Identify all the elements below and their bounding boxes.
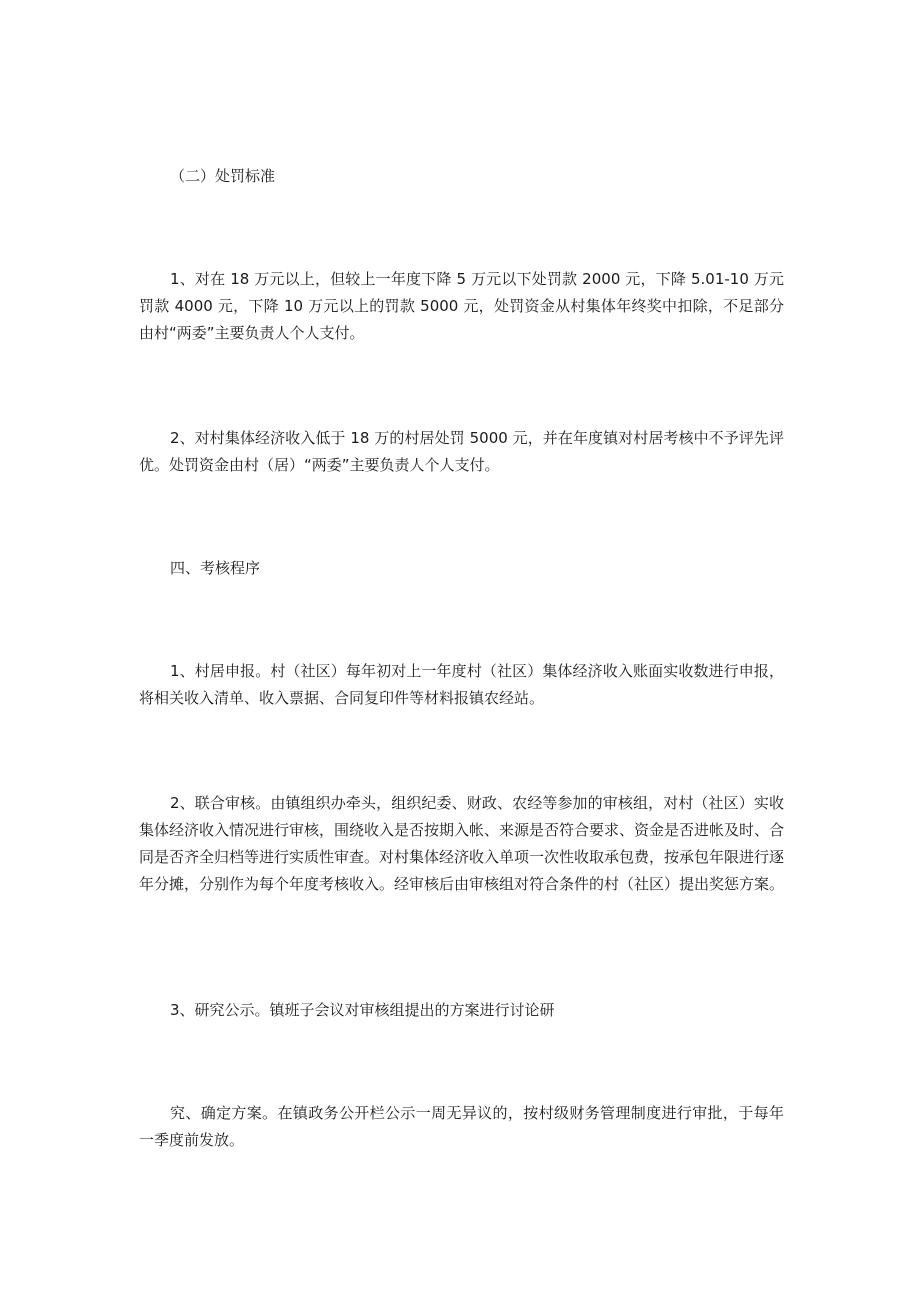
- section-heading-procedure: 四、考核程序: [170, 559, 261, 577]
- procedure-item-3-continued: 究、确定方案。在镇政务公开栏公示一周无异议的，按村级财务管理制度进行审批，于每年一季度前发放。: [139, 1104, 784, 1149]
- penalty-item-2: 2、对村集体经济收入低于 18 万的村居处罚 5000 元，并在年度镇对村居考核中不予评先评优。处罚资金由村（居）“两委”主要负责人个人支付。: [139, 429, 784, 474]
- procedure-item-1: 1、村居申报。村（社区）每年初对上一年度村（社区）集体经济收入账面实收数进行申报，将相关收入清单、收入票据、合同复印件等材料报镇农经站。: [139, 662, 784, 707]
- penalty-item-1: 1、对在 18 万元以上，但较上一年度下降 5 万元以下处罚款 2000 元，下降 5.01-10 万元罚款 4000 元，下降 10 万元以上的罚款 5000 元，处罚资金从村集体年终奖中扣除，不足部分由村“两委”主要负责人个人支付。: [139, 270, 784, 342]
- procedure-item-3: 3、研究公示。镇班子会议对审核组提出的方案进行讨论研: [170, 1001, 555, 1019]
- section-heading-penalty-standard: （二）处罚标准: [170, 167, 276, 185]
- procedure-item-2: 2、联合审核。由镇组织办牵头，组织纪委、财政、农经等参加的审核组，对村（社区）实收集体经济收入情况进行审核，围绕收入是否按期入帐、来源是否符合要求、资金是否进帐及时、合同是否齐全归档等进行实质性审查。对村集体经济收入单项一次性收取承包费，按承包年限进行逐年分摊，分别作为每个年度考核收入。经审核后由审核组对符合条件的村（社区）提出奖惩方案。: [139, 794, 785, 893]
